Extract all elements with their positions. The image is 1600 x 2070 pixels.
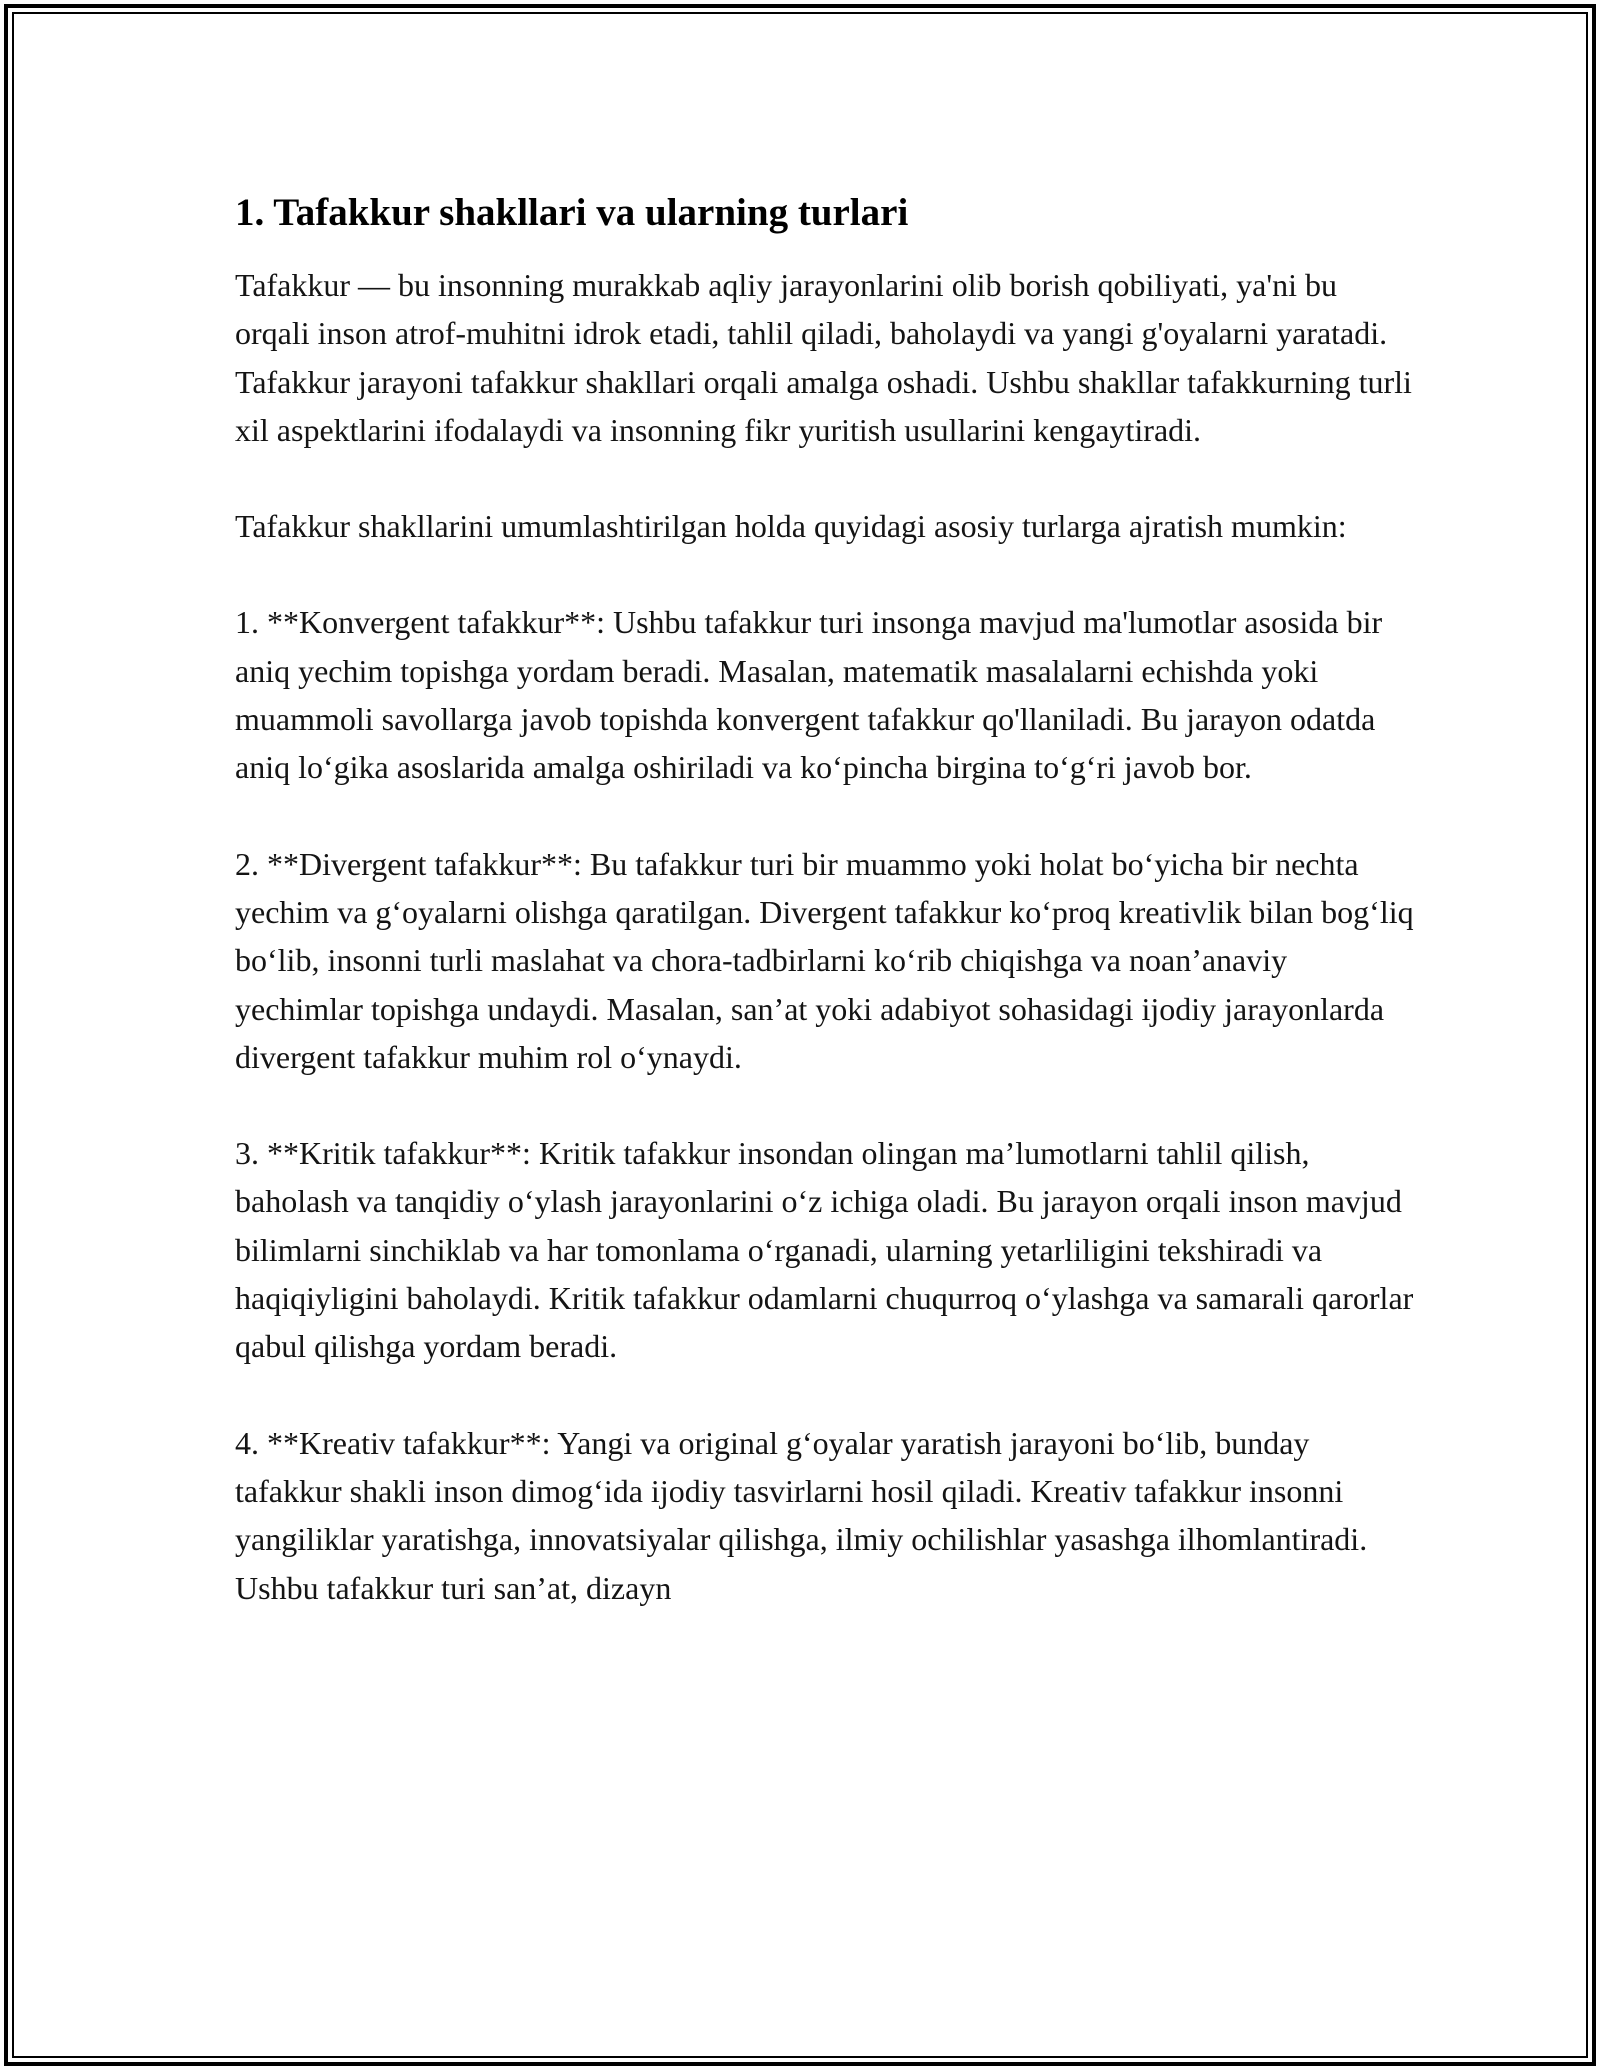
document-title: 1. Tafakkur shakllari va ularning turlari — [235, 191, 909, 234]
document-body — [235, 186, 1415, 1612]
paragraph-convergent: 1. **Konvergent tafakkur**: Ushbu tafakkur turi insonga mavjud ma'lumotlar asosida bir aniq yechim topishga yordam beradi. Masalan, matematik masalalarni echishda yoki muammoli savollarga javob topishda konvergent tafakkur qo'llaniladi. Bu jarayon odatda aniq lo‘gika asoslarida amalga oshiriladi va ko‘pincha birgina to‘g‘ri javob bor. — [235, 604, 1383, 786]
paragraph-intro: Tafakkur — bu insonning murakkab aqliy jarayonlarini olib borish qobiliyati, ya'ni bu orqali inson atrof-muhitni idrok etadi, tahlil qiladi, baholaydi va yangi g'oyalarni yaratadi. Tafakkur jarayoni tafakkur shakllari orqali amalga oshadi. Ushbu shakllar tafakkurning turli xil aspektlarini ifodalaydi va insonning fikr yuritish usullarini kengaytiradi. — [235, 267, 1412, 448]
paragraph-types-intro: Tafakkur shakllarini umumlashtirilgan holda quyidagi asosiy turlarga ajratish mumkin: — [235, 508, 1347, 545]
paragraph-critical: 3. **Kritik tafakkur**: Kritik tafakkur insondan olingan ma’lumotlarni tahlil qilish, baholash va tanqidiy o‘ylash jarayonlarini o‘z ichiga oladi. Bu jarayon orqali inson mavjud bilimlarni sinchiklab va har tomonlama o‘rganadi, ularning yetarliligini tekshiradi va haqiqiyligini baholaydi. Kritik tafakkur odamlarni chuqurroq o‘ylashga va samarali qarorlar qabul qilishga yordam beradi. — [235, 1135, 1414, 1365]
paragraph-divergent: 2. **Divergent tafakkur**: Bu tafakkur turi bir muammo yoki holat bo‘yicha bir nechta yechim va g‘oyalarni olishga qaratilgan. Divergent tafakkur ko‘proq kreativlik bilan bog‘liq bo‘lib, insonni turli maslahat va chora-tadbirlarni ko‘rib chiqishga va noan’anaviy yechimlar topishga undaydi. Masalan, san’at yoki adabiyot sohasidagi ijodiy jarayonlarda divergent tafakkur muhim rol o‘ynaydi. — [235, 845, 1414, 1075]
paragraph-creative: 4. **Kreativ tafakkur**: Yangi va original g‘oyalar yaratish jarayoni bo‘lib, bunday tafakkur shakli inson dimog‘ida ijodiy tasvirlarni hosil qiladi. Kreativ tafakkur insonni yangiliklar yaratishga, innovatsiyalar qilishga, ilmiy ochilishlar yasashga ilhomlantiradi. Ushbu tafakkur turi san’at, dizayn — [235, 1424, 1368, 1606]
